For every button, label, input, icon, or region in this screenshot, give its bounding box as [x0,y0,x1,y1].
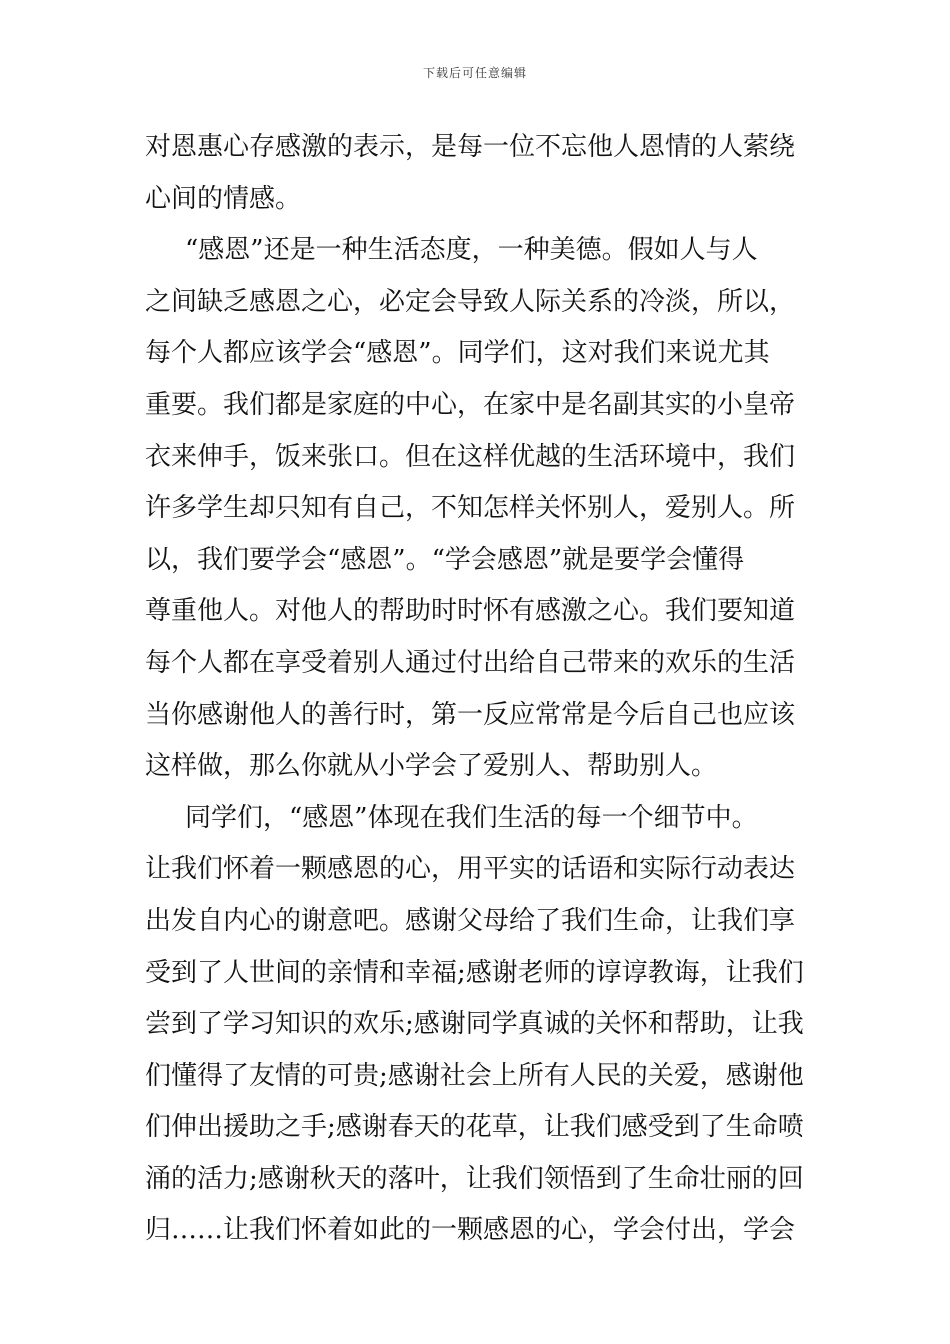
text-line: 尊重他人。对他人的帮助时时怀有感激之心。我们要知道 [145,596,796,627]
text-line: 受到了人世间的亲情和幸福;感谢老师的谆谆教诲，让我们 [145,957,804,988]
text-line: 同学们，“感恩”体现在我们生活的每一个细节中。 [185,802,758,833]
text-line: 尝到了学习知识的欢乐;感谢同学真诚的关怀和帮助，让我 [145,1009,804,1040]
text-line: 许多学生却只知有自己，不知怎样关怀别人，爱别人。所 [145,493,796,524]
text-line: 心间的情感。 [145,183,302,214]
text-line: 每个人都在享受着别人通过付出给自己带来的欢乐的生活 [145,647,796,678]
text-line: 涌的活力;感谢秋天的落叶，让我们领悟到了生命壮丽的回 [145,1163,804,1194]
text-line: 对恩惠心存感激的表示，是每一位不忘他人恩情的人萦绕 [145,132,796,162]
text-line: 重要。我们都是家庭的中心，在家中是名副其实的小皇帝 [145,389,796,420]
text-line: 这样做，那么你就从小学会了爱别人、帮助别人。 [145,751,718,782]
body-text [145,122,807,1257]
text-line: 归……让我们怀着如此的一颗感恩的心，学会付出，学会 [145,1215,796,1246]
text-line: 出发自内心的谢意吧。感谢父母给了我们生命，让我们享 [145,905,796,936]
text-line: 让我们怀着一颗感恩的心，用平实的话语和实际行动表达 [145,854,796,885]
page-header: 下载后可任意编辑 [422,66,527,80]
text-line: 每个人都应该学会“感恩”。同学们，这对我们来说尤其 [145,338,770,369]
text-line: “感恩”还是一种生活态度，一种美德。假如人与人 [185,235,758,266]
text-line: 当你感谢他人的善行时，第一反应常常是今后自己也应该 [145,699,796,730]
text-line: 衣来伸手，饭来张口。但在这样优越的生活环境中，我们 [145,441,796,472]
text-line: 以，我们要学会“感恩”。“学会感恩”就是要学会懂得 [145,544,745,575]
text-line: 之间缺乏感恩之心，必定会导致人际关系的冷淡，所以， [145,286,796,317]
text-line: 们伸出援助之手;感谢春天的花草，让我们感受到了生命喷 [145,1112,804,1143]
text-line: 们懂得了友情的可贵;感谢社会上所有人民的关爱，感谢他 [145,1060,804,1091]
